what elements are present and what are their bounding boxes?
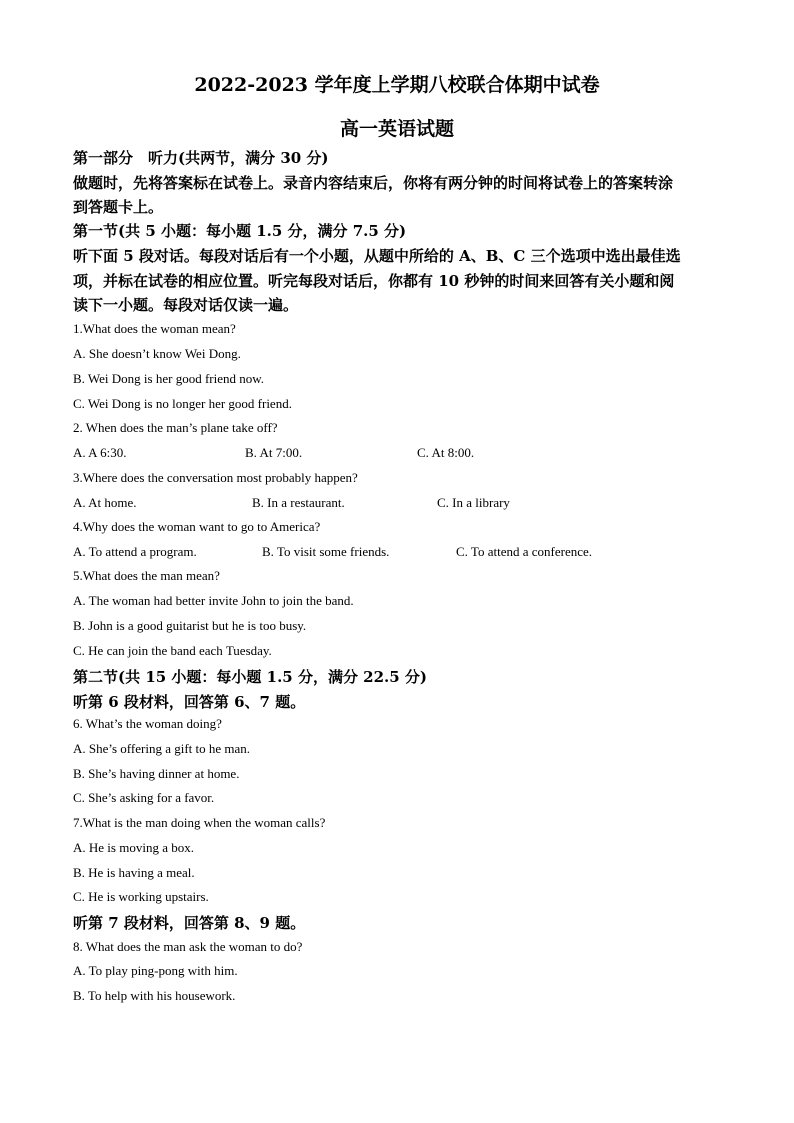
exam-title: 2022-2023 学年度上学期八校联合体期中试卷 xyxy=(194,74,600,96)
question-3-option-a: A. At home. xyxy=(73,495,137,510)
question-7-option-b: B. He is having a meal. xyxy=(73,865,195,880)
question-4-option-b: B. To visit some friends. xyxy=(262,544,390,559)
question-6-option-c: C. She’s asking for a favor. xyxy=(73,790,215,805)
section2-heading: 第二节(共 15 小题：每小题 1.5 分，满分 22.5 分) xyxy=(73,668,428,686)
question-5-option-b: B. John is a good guitarist but he is too busy. xyxy=(73,618,307,633)
question-4-option-c: C. To attend a conference. xyxy=(456,544,593,559)
question-4-stem: 4.Why does the woman want to go to America? xyxy=(73,519,321,534)
section1-instruction-line-1: 听下面 5 段对话。每段对话后有一个小题，从题中所给的 A、B、C 三个选项中选出最佳选 xyxy=(73,247,681,265)
question-2-option-c: C. At 8:00. xyxy=(417,445,475,460)
question-6-option-b: B. She’s having dinner at home. xyxy=(73,766,240,781)
question-1-stem: 1.What does the woman mean? xyxy=(73,321,236,336)
question-4-option-a: A. To attend a program. xyxy=(73,544,197,559)
question-3-option-b: B. In a restaurant. xyxy=(252,495,345,510)
part1-heading: 第一部分 听力(共两节，满分 30 分) xyxy=(73,149,329,167)
question-6-option-a: A. She’s offering a gift to he man. xyxy=(73,741,251,756)
exam-subtitle: 高一英语试题 xyxy=(339,118,454,140)
question-5-option-a: A. The woman had better invite John to join the band. xyxy=(73,593,354,608)
section1-instruction-line-3: 读下一小题。每段对话仅读一遍。 xyxy=(73,296,299,314)
group-7-heading: 听第 7 段材料，回答第 8、9 题。 xyxy=(73,914,306,932)
question-2-stem: 2. When does the man’s plane take off? xyxy=(73,420,278,435)
part1-instruction-line-1: 做题时，先将答案标在试卷上。录音内容结束后，你将有两分钟的时间将试卷上的答案转涂 xyxy=(73,174,674,192)
question-5-stem: 5.What does the man mean? xyxy=(73,568,220,583)
question-8-option-b: B. To help with his housework. xyxy=(73,988,236,1003)
question-5-option-c: C. He can join the band each Tuesday. xyxy=(73,643,272,658)
section1-heading: 第一节(共 5 小题：每小题 1.5 分，满分 7.5 分) xyxy=(73,222,407,240)
question-3-stem: 3.Where does the conversation most probably happen? xyxy=(73,470,358,485)
question-7-stem: 7.What is the man doing when the woman calls? xyxy=(73,815,326,830)
question-1-option-b: B. Wei Dong is her good friend now. xyxy=(73,371,265,386)
part1-instruction-line-2: 到答题卡上。 xyxy=(73,198,164,216)
question-7-option-a: A. He is moving a box. xyxy=(73,840,194,855)
question-1-option-c: C. Wei Dong is no longer her good friend. xyxy=(73,396,292,411)
question-2-option-b: B. At 7:00. xyxy=(245,445,303,460)
section1-instruction-line-2: 项，并标在试卷的相应位置。听完每段对话后，你都有 10 秒钟的时间来回答有关小题和阅 xyxy=(73,272,675,290)
question-8-stem: 8. What does the man ask the woman to do? xyxy=(73,939,303,954)
group-6-heading: 听第 6 段材料，回答第 6、7 题。 xyxy=(73,693,306,711)
question-8-option-a: A. To play ping-pong with him. xyxy=(73,963,238,978)
question-7-option-c: C. He is working upstairs. xyxy=(73,889,209,904)
question-1-option-a: A. She doesn’t know Wei Dong. xyxy=(73,346,241,361)
question-3-option-c: C. In a library xyxy=(437,495,510,510)
question-6-stem: 6. What’s the woman doing? xyxy=(73,716,222,731)
question-2-option-a: A. A 6:30. xyxy=(73,445,127,460)
